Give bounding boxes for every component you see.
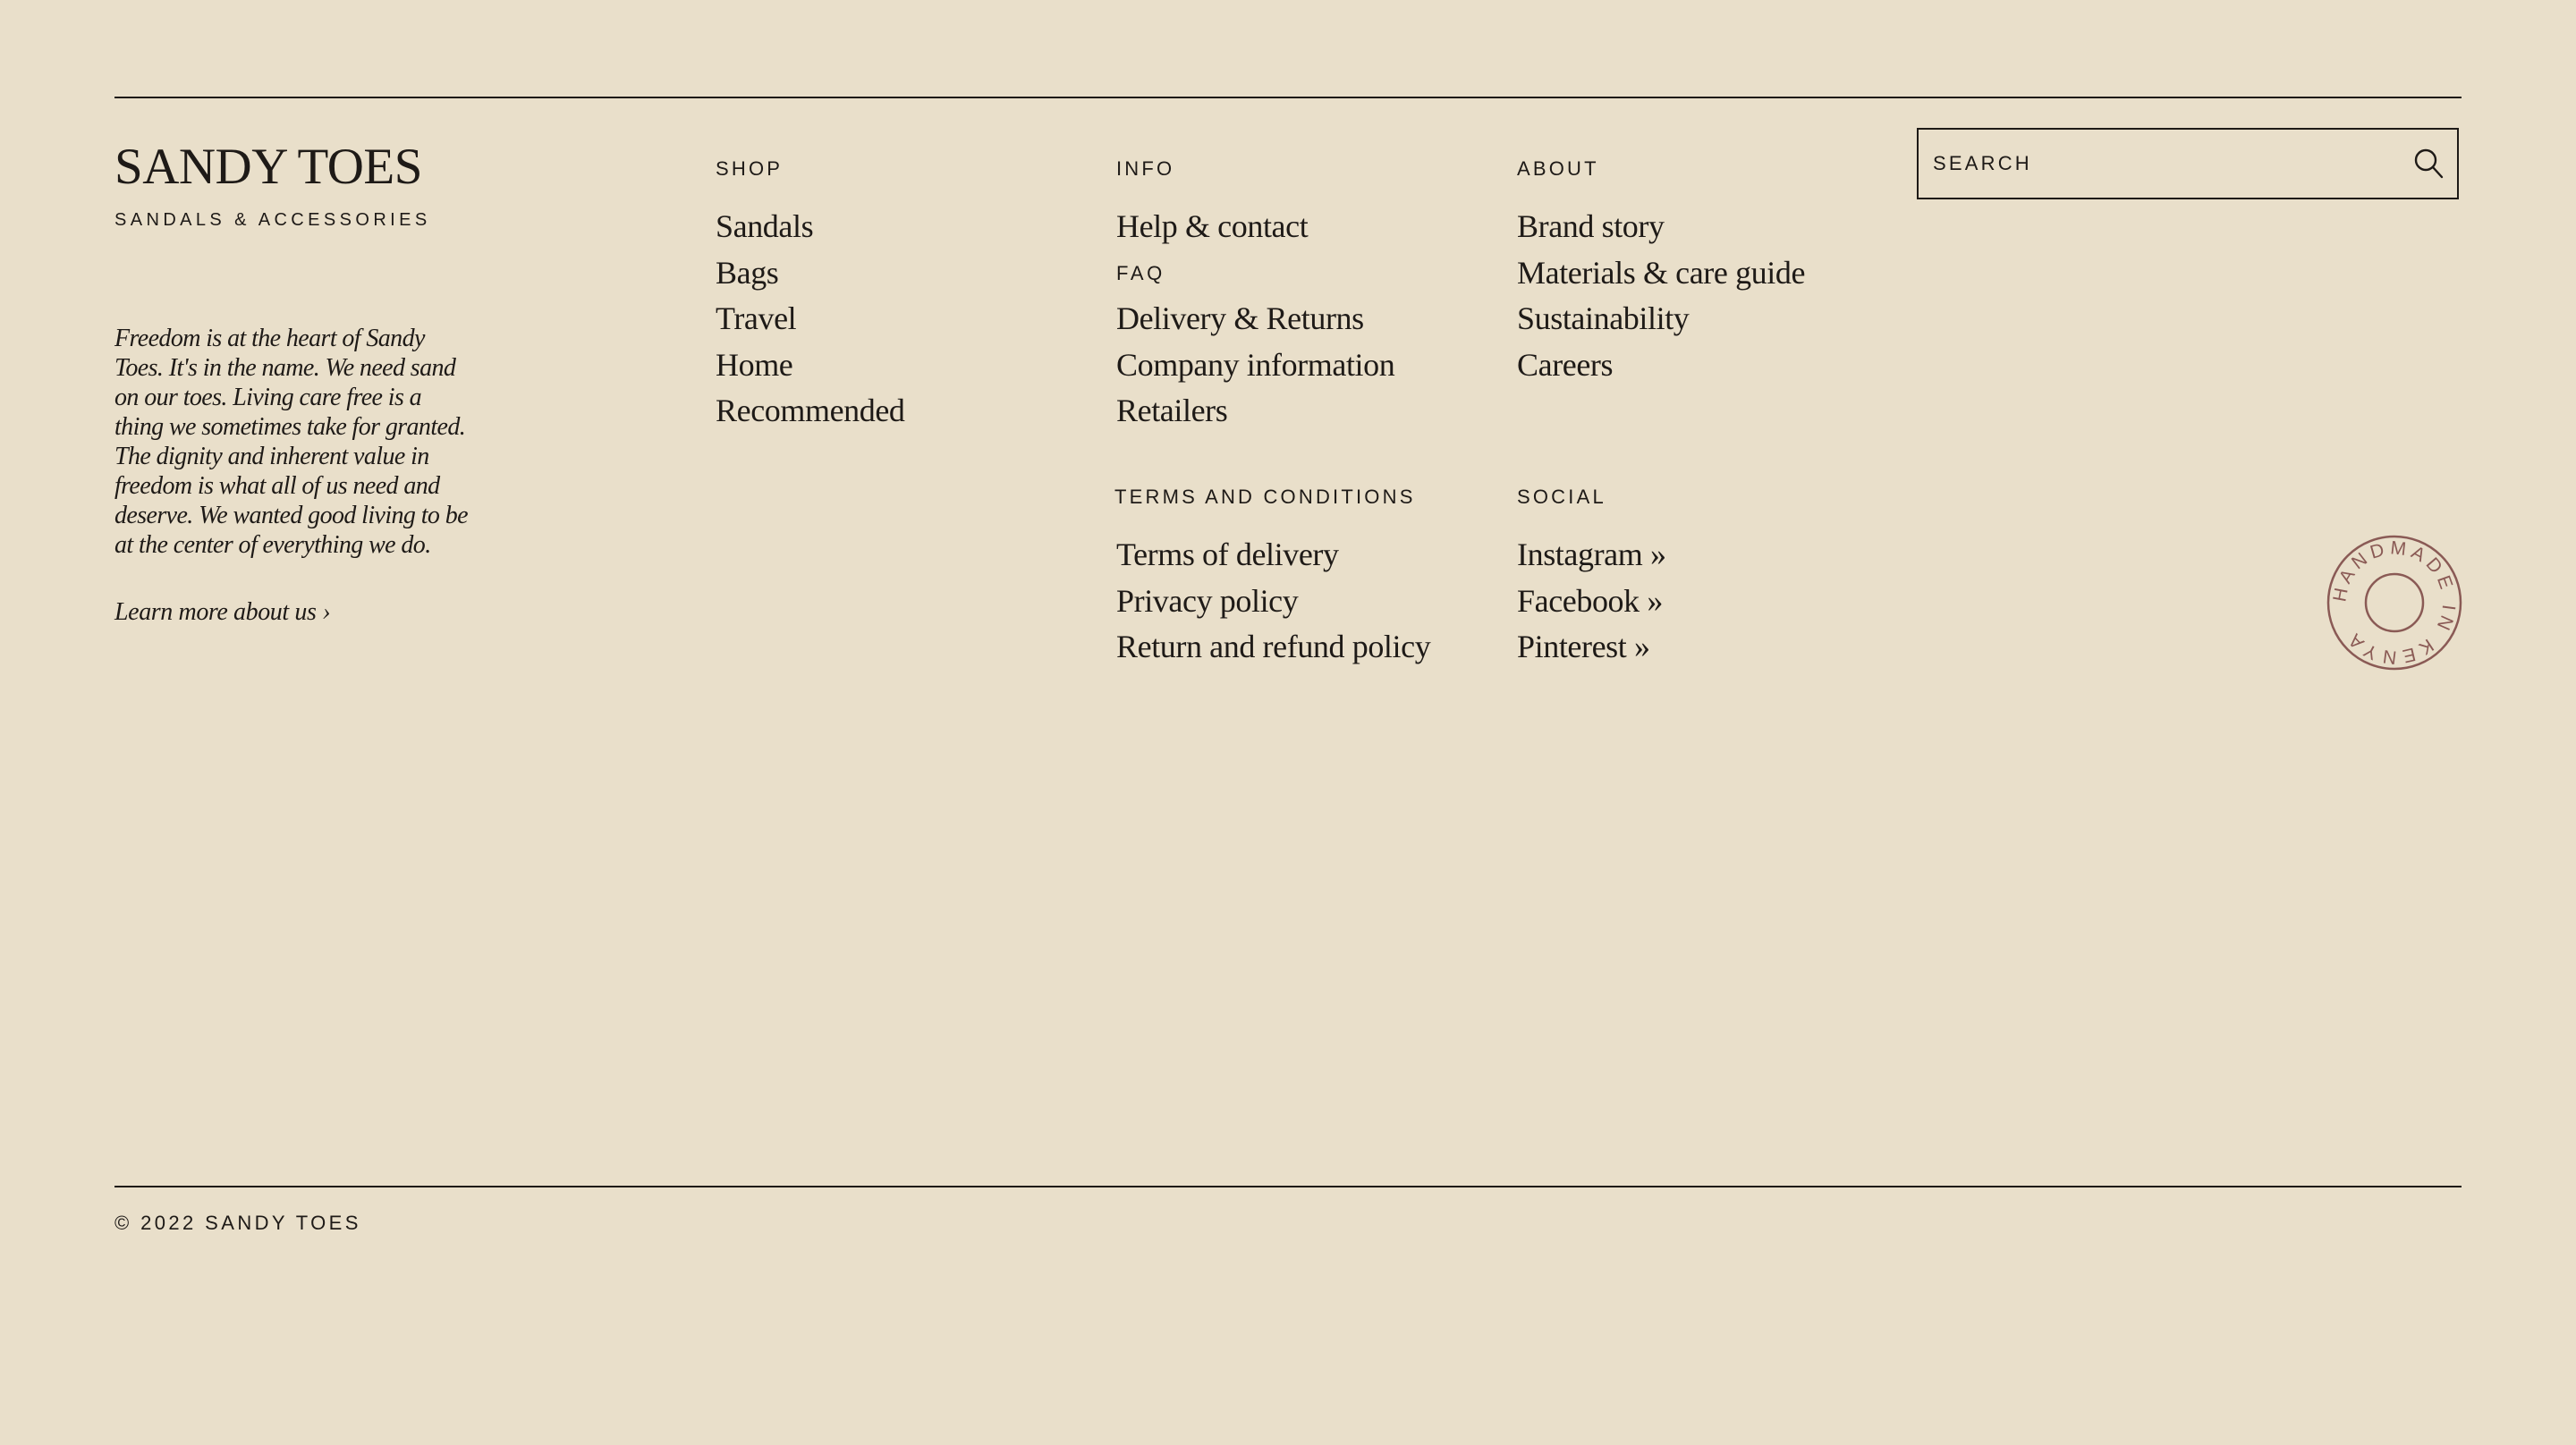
footer-link-pinterest[interactable]: Pinterest » [1517,629,1650,664]
footer-link-facebook[interactable]: Facebook » [1517,582,1663,619]
footer-link-company-information[interactable]: Company information [1116,346,1395,383]
brand-name: SANDY TOES [114,139,422,195]
footer-link-careers[interactable]: Careers [1517,346,1614,383]
shop-column [716,159,905,435]
footer-link-instagram[interactable]: Instagram » [1517,537,1666,572]
footer-link-travel[interactable]: Travel [716,300,797,336]
footer-link-home[interactable]: Home [716,346,793,383]
info-heading: INFO [1116,157,1175,180]
bottom-divider [114,1186,2462,1187]
shop-heading: SHOP [716,157,784,180]
brand-tagline: SANDALS & ACCESSORIES [114,210,431,230]
footer-link-materials-care[interactable]: Materials & care guide [1517,254,1806,291]
about-column [1517,159,1805,388]
footer-link-privacy-policy[interactable]: Privacy policy [1116,582,1299,619]
footer-link-return-refund[interactable]: Return and refund policy [1116,629,1431,664]
footer-link-terms-delivery[interactable]: Terms of delivery [1116,537,1339,572]
footer-link-brand-story[interactable]: Brand story [1517,208,1665,244]
footer-link-sustainability[interactable]: Sustainability [1517,300,1690,336]
footer-link-delivery-returns[interactable]: Delivery & Returns [1116,300,1364,336]
footer-link-sandals[interactable]: Sandals [716,208,814,244]
footer-link-bags[interactable]: Bags [716,254,779,291]
search-input[interactable] [1919,130,2411,198]
top-divider [114,97,2462,98]
about-heading: ABOUT [1517,157,1599,180]
terms-column [1114,487,1430,671]
stamp-text: HANDMADE IN KENYA [2329,537,2460,668]
brand-logo[interactable] [114,141,431,231]
social-column [1517,487,1666,671]
footer-link-help-contact[interactable]: Help & contact [1116,208,1309,244]
footer-link-recommended[interactable]: Recommended [716,393,905,428]
handmade-stamp [2326,534,2463,672]
about-blurb: Freedom is at the heart of Sandy Toes. It's in the name. We need sand on our toes. Living care free is a thing we sometimes take for granted. The dignity and inherent value in freedom is what all of us need and deserve. We wanted good living to be at the center of everything we do. [114,325,468,559]
social-heading: SOCIAL [1517,486,1606,508]
search-icon[interactable] [2411,146,2446,182]
footer-link-faq[interactable]: FAQ [1116,261,1165,284]
info-column [1116,159,1394,435]
footer-link-retailers[interactable]: Retailers [1116,393,1228,428]
search-box [1917,128,2459,199]
terms-heading: TERMS AND CONDITIONS [1114,486,1416,508]
copyright-text: © 2022 SANDY TOES [114,1212,361,1234]
svg-text:HANDMADE IN KENYA [2329,537,2459,668]
learn-more-link[interactable]: Learn more about us › [114,598,331,626]
